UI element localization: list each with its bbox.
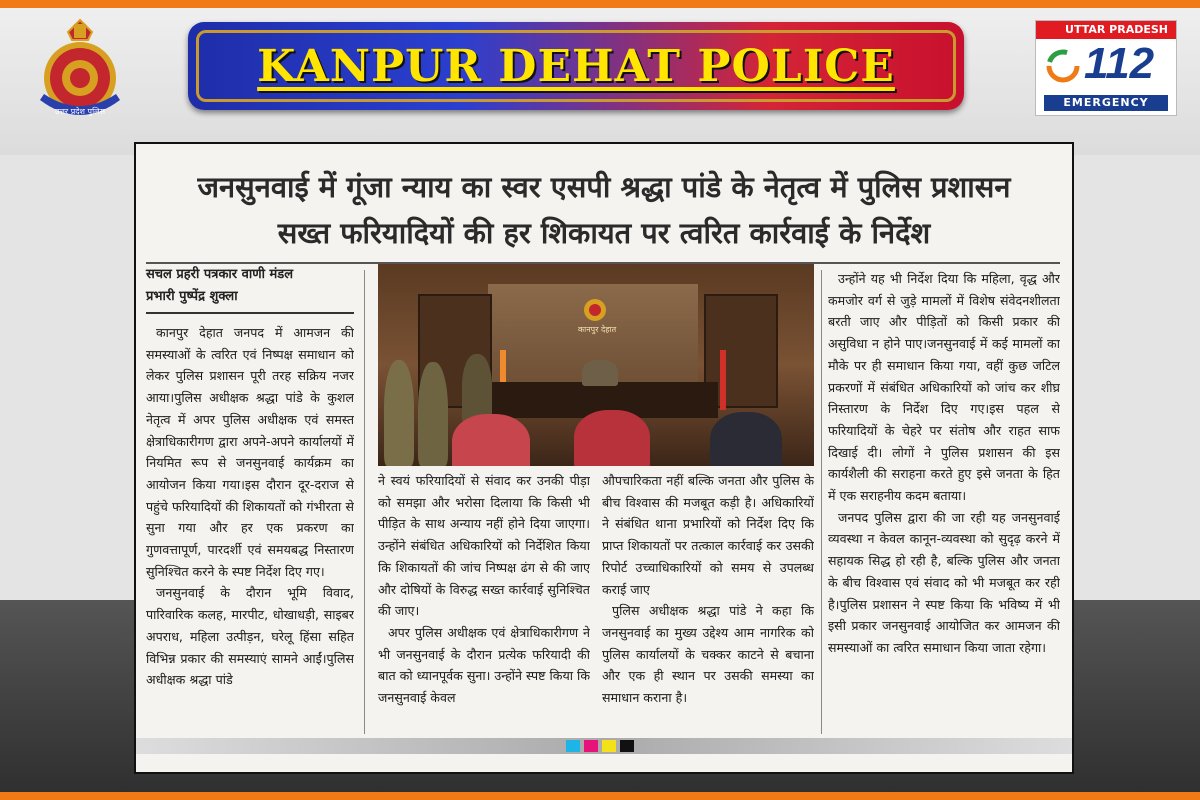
magenta-swatch xyxy=(584,740,598,752)
bottom-orange-strip xyxy=(0,792,1200,800)
emblem-text: उत्तर प्रदेश पुलिस xyxy=(55,107,105,116)
newspaper-clipping xyxy=(134,142,1074,774)
column-4 xyxy=(828,268,1060,736)
police-emblem-icon xyxy=(30,18,130,128)
news-photo xyxy=(378,264,814,466)
logo-label: EMERGENCY xyxy=(1044,95,1168,111)
byline-line-2: प्रभारी पुष्पेंद्र शुक्ला xyxy=(146,289,238,304)
top-orange-strip xyxy=(0,0,1200,8)
byline-line-1: सचल प्रहरी पत्रकार वाणी मंडल xyxy=(146,267,294,282)
photo-flag-right xyxy=(720,350,726,410)
title-banner xyxy=(188,22,964,110)
logo-state: UTTAR PRADESH xyxy=(1036,21,1176,39)
column-2 xyxy=(378,470,590,736)
logo-number: 112 xyxy=(1084,39,1155,88)
headline-line-2: सख्त फरियादियों की हर शिकायत पर त्वरित कार्रवाई के निर्देश xyxy=(277,216,931,250)
photo-complainant-1 xyxy=(452,414,530,466)
column-1-paragraph-2: जनसुनवाई के दौरान भूमि विवाद, पारिवारिक कलह, मारपीट, धोखाधड़ी, साइबर अपराध, महिला उत्पीड़न, घरेलू हिंसा सहित विभिन्न प्रकार की समस्याएं सामने आईं।पुलिस अधीक्षक श्रद्धा पांडे xyxy=(146,585,354,688)
column-4-paragraph-1: उन्होंने यह भी निर्देश दिया कि महिला, वृद्ध और कमजोर वर्ग से जुड़े मामलों में विशेष संवेदनशीलता बरती जाए और पीड़ितों को किसी प्रकार की असुविधा न होने पाए।जनसुनवाई में कई मामलों का मौके पर ही समाधान किया गया, वहीं कुछ जटिल प्रकरणों में संबंधित अधिकारियों को जांच कर शीघ्र निस्तारण के निर्देश दिए गए।इस पहल से फरियादियों के चेहरे पर संतोष और राहत साफ दिखाई दी। लोगों ने पुलिस प्रशासन की इस कार्यशैली की सराहना करते हुए इसे जनता के हित में एक सराहनीय कदम बताया। xyxy=(828,271,1060,504)
column-divider xyxy=(821,270,822,734)
headline xyxy=(136,164,1072,256)
column-2-paragraph-1: ने स्वयं फरियादियों से संवाद कर उनकी पीड़ा को समझा और भरोसा दिलाया कि किसी भी पीड़ित के साथ अन्याय नहीं होने दिया जाएगा। उन्होंने संबंधित अधिकारियों को निर्देशित किया कि शिकायतों की जांच निष्पक्ष ढंग से की जाए और दोषियों के विरुद्ध सख्त कार्रवाई सुनिश्चित की जाए। xyxy=(378,473,590,619)
black-swatch xyxy=(620,740,634,752)
photo-complainant-3 xyxy=(710,412,782,466)
photo-constable-1 xyxy=(384,360,414,466)
column-2-paragraph-2: अपर पुलिस अधीक्षक एवं क्षेत्राधिकारीगण ने भी जनसुनवाई के दौरान प्रत्येक फरियादी की बात को ध्यानपूर्वक सुना। उन्होंने स्पष्ट किया कि जनसुनवाई केवल xyxy=(378,624,590,706)
column-3-paragraph-2: पुलिस अधीक्षक श्रद्धा पांडे ने कहा कि जनसुनवाई का मुख्य उद्देश्य आम नागरिक को पुलिस कार्यालयों के चक्कर काटने से बचाना और एक ही स्थान पर उसकी समस्या का समाधान कराना है। xyxy=(602,603,814,706)
cyan-swatch xyxy=(566,740,580,752)
column-divider xyxy=(364,270,365,734)
photo-constable-2 xyxy=(418,362,448,466)
page-title: KANPUR DEHAT POLICE xyxy=(257,40,895,92)
up-112-logo xyxy=(1035,20,1177,116)
column-1 xyxy=(146,322,354,736)
photo-wall-emblem-icon xyxy=(580,294,610,322)
headline-line-1: जनसुनवाई में गूंजा न्याय का स्वर एसपी श्रद्धा पांडे के नेतृत्व में पुलिस प्रशासन xyxy=(197,170,1011,204)
column-3 xyxy=(602,470,814,736)
column-3-paragraph-1: औपचारिकता नहीं बल्कि जनता और पुलिस के बीच विश्वास की मजबूत कड़ी है। अधिकारियों ने संबंधित थाना प्रभारियों को निर्देश दिए कि प्राप्त शिकायतों पर तत्काल कार्रवाई कर उसकी रिपोर्ट उच्चाधिकारियों को समय से उपलब्ध कराई जाए xyxy=(602,473,814,597)
byline xyxy=(146,264,354,314)
emergency-ring-icon xyxy=(1044,47,1082,85)
column-4-paragraph-2: जनपद पुलिस द्वारा की जा रही यह जनसुनवाई व्यवस्था न केवल कानून-व्यवस्था को सुदृढ़ करने में सहायक सिद्ध हो रही है, बल्कि पुलिस और जनता के बीच विश्वास एवं संवाद को भी मजबूत कर रही है।पुलिस प्रशासन ने स्पष्ट किया कि भविष्य में भी इसी प्रकार जनसुनवाई आयोजित कर आमजन की समस्याओं का त्वरित समाधान किया जाता रहेगा। xyxy=(828,509,1060,655)
column-1-paragraph-1: कानपुर देहात जनपद में आमजन की समस्याओं के त्वरित एवं निष्पक्ष समाधान को लेकर पुलिस प्रशासन पूरी तरह सक्रिय नजर आया।पुलिस अधीक्षक श्रद्धा पांडे के कुशल नेतृत्व में अपर पुलिस अधीक्षक एवं समस्त क्षेत्राधिकारीगण द्वारा अपने-अपने कार्यालयों में नियमित रूप से जनसुनवाई कार्यक्रम का आयोजन किया गया।इस दौरान दूर-दराज से पहुंचे फरियादियों की शिकायतों को गंभीरता से सुना गया और हर एक प्रकरण का गुणवत्तापूर्ण, पारदर्शी एवं समयबद्ध निस्तारण सुनिश्चित करने के स्पष्ट निर्देश दिए गए। xyxy=(146,325,354,579)
photo-caption: कानपुर देहात xyxy=(578,325,617,334)
photo-officer xyxy=(582,360,618,386)
photo-complainant-2 xyxy=(574,410,650,466)
title-banner-frame xyxy=(196,30,956,102)
yellow-swatch xyxy=(602,740,616,752)
